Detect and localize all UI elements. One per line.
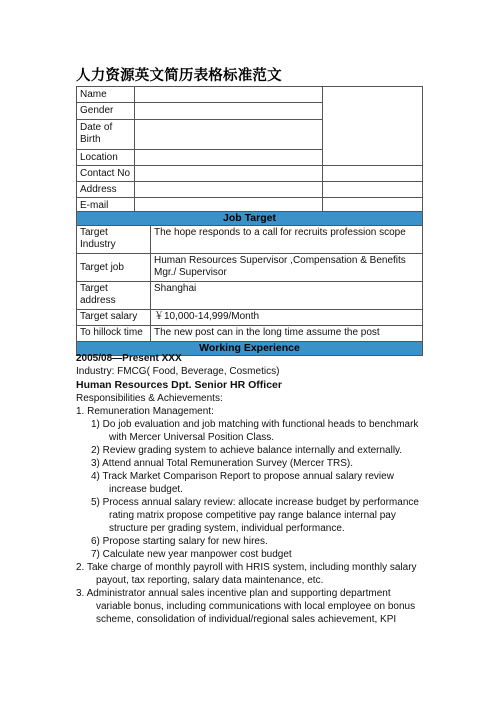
work-period: 2005/08—Present XXX (76, 353, 182, 364)
target-job-value-line2: Mgr./ Supervisor (154, 267, 227, 278)
hillock-value: The new post can in the long time assume the post (151, 326, 423, 342)
work-industry: Industry: FMCG( Food, Beverage, Cosmetics) (76, 366, 280, 377)
hillock-label: To hillock time (77, 326, 151, 342)
resp-line: variable bonus, including communications with local employee on bonus (96, 601, 416, 612)
target-industry-value: The hope responds to a call for recruits profession scope (151, 226, 423, 254)
contact-extra (323, 165, 423, 181)
dob-label-line2: Birth (80, 133, 101, 145)
resp-line: 2) Review grading system to achieve balance internally and externally. (91, 445, 403, 456)
resp-line: 3. Administrator annual sales incentive plan and supporting department (76, 588, 391, 599)
gender-value (135, 103, 323, 119)
address-extra (323, 182, 423, 198)
target-address-label-line1: Target (80, 283, 108, 294)
name-value (135, 87, 323, 103)
target-job-label: Target job (77, 254, 151, 282)
address-value (135, 182, 323, 198)
name-label: Name (77, 87, 135, 103)
resp-line: scheme, consolidation of individual/regional sales achievement, KPI (96, 614, 397, 625)
work-position: Human Resources Dpt. Senior HR Officer (76, 379, 282, 391)
resp-line: payout, tax reporting, salary data maintenance, etc. (96, 575, 324, 586)
target-address-label-line2: address (80, 295, 116, 306)
dob-label-line1: Date of (80, 121, 113, 133)
target-address-label (77, 282, 151, 310)
resp-line: 4) Track Market Comparison Report to propose annual salary review (91, 471, 394, 482)
target-industry-label-line1: Target (80, 227, 108, 238)
location-label: Location (77, 149, 135, 165)
resp-line: 5) Process annual salary review: allocate increase budget by performance (91, 497, 419, 508)
dob-label (77, 119, 135, 149)
target-job-value-line1: Human Resources Supervisor ,Compensation & Benefits (154, 255, 406, 266)
target-job-value (151, 254, 423, 282)
email-label: E-mail (77, 198, 135, 214)
responsibilities-heading: Responsibilities & Achievements: (76, 393, 223, 404)
resp-line: 2. Take charge of monthly payroll with HRIS system, including monthly salary (76, 562, 417, 573)
address-label: Address (77, 182, 135, 198)
resp-line: 1) Do job evaluation and job matching with functional heads to benchmark (91, 419, 419, 430)
working-experience-heading: Working Experience (77, 342, 423, 356)
gender-label: Gender (77, 103, 135, 119)
job-target-table (76, 211, 423, 356)
target-industry-label-line2: Industry (80, 239, 116, 250)
dob-value (135, 119, 323, 149)
location-value (135, 149, 323, 165)
target-industry-label (77, 226, 151, 254)
photo-cell (323, 87, 423, 166)
resp-line: 6) Propose starting salary for new hires. (91, 536, 268, 547)
personal-info-table (76, 86, 423, 215)
resp-line: with Mercer Universal Position Class. (109, 432, 275, 443)
contact-label: Contact No (77, 165, 135, 181)
resp-line: increase budget. (109, 484, 183, 495)
target-address-value: Shanghai (151, 282, 423, 310)
resp-line: 1. Remuneration Management: (76, 406, 214, 417)
target-salary-value: ￥10,000-14,999/Month (151, 310, 423, 326)
resp-line: structure per grading system, individual performance. (109, 523, 345, 534)
resp-line: rating matrix propose competitive pay range balance internal pay (109, 510, 396, 521)
job-target-heading: Job Target (77, 212, 423, 226)
resp-line: 7) Calculate new year manpower cost budget (91, 549, 292, 560)
target-salary-label: Target salary (77, 310, 151, 326)
document-title: 人力资源英文简历表格标准范文 (76, 68, 282, 84)
contact-value (135, 165, 323, 181)
resp-line: 3) Attend annual Total Remuneration Survey (Mercer TRS). (91, 458, 353, 469)
